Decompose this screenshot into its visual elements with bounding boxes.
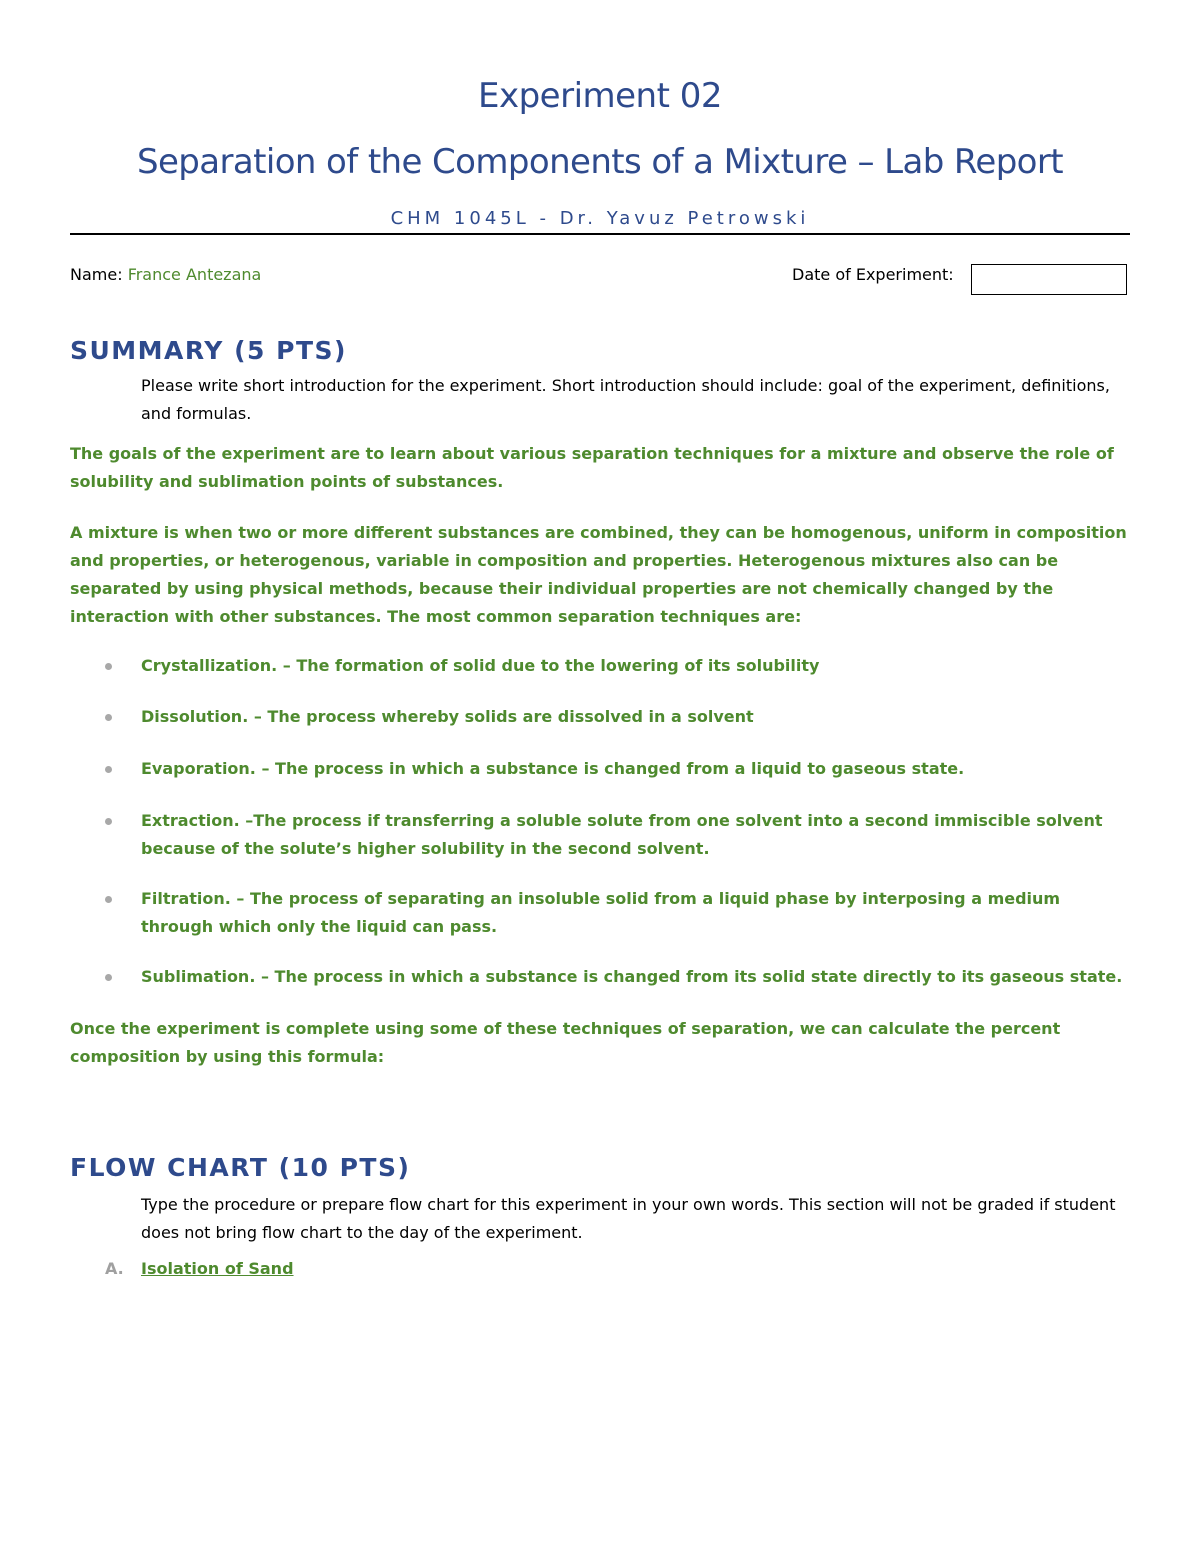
date-of-experiment-input[interactable] bbox=[971, 264, 1127, 295]
bullet-icon bbox=[105, 714, 112, 721]
header-divider bbox=[70, 233, 1130, 235]
list-item: Filtration. – The process of separating an insoluble solid from a liquid phase by interposing a medium through which only the liquid can pass. bbox=[141, 885, 1126, 941]
list-item: Dissolution. – The process whereby solids are dissolved in a solvent bbox=[141, 703, 1126, 731]
bullet-icon bbox=[105, 818, 112, 825]
name-field bbox=[70, 265, 261, 284]
experiment-title: Experiment 02 bbox=[477, 76, 723, 116]
flowchart-instruction: Type the procedure or prepare flow chart for this experiment in your own words. This section will not be graded if student does not bring flow chart to the day of the experiment. bbox=[141, 1195, 1116, 1242]
summary-goals-paragraph: The goals of the experiment are to learn about various separation techniques for a mixture and observe the role of solubility and sublimation points of substances. bbox=[70, 444, 1114, 491]
summary-heading: SUMMARY (5 PTS) bbox=[70, 336, 347, 365]
flowchart-heading: FLOW CHART (10 PTS) bbox=[70, 1153, 411, 1182]
subsection-title: Isolation of Sand bbox=[141, 1259, 294, 1278]
summary-formula-paragraph: Once the experiment is complete using some of these techniques of separation, we can calculate the percent composition by using this formula: bbox=[70, 1019, 1061, 1066]
date-label: Date of Experiment: bbox=[792, 265, 954, 284]
list-item: Crystallization. – The formation of solid due to the lowering of its solubility bbox=[141, 652, 1126, 680]
summary-instruction: Please write short introduction for the experiment. Short introduction should include: goal of the experiment, definitions, and formulas. bbox=[141, 376, 1110, 423]
list-item: Sublimation. – The process in which a substance is changed from its solid state directly to its gaseous state. bbox=[141, 963, 1126, 991]
summary-mixture-paragraph: A mixture is when two or more different substances are combined, they can be homogenous, uniform in composition and properties, or heterogenous, variable in composition and properties. Heterogenous mixtures also can be separated by using physical methods, because their individual properties are not chemically changed by the interaction with other substances. The most common separation techniques are: bbox=[70, 523, 1127, 626]
bullet-icon bbox=[105, 766, 112, 773]
bullet-icon bbox=[105, 663, 112, 670]
report-title: Separation of the Components of a Mixture – Lab Report bbox=[136, 142, 1063, 182]
list-item: Extraction. –The process if transferring a soluble solute from one solvent into a second immiscible solvent because of the solute’s higher solubility in the second solvent. bbox=[141, 807, 1126, 863]
bullet-icon bbox=[105, 896, 112, 903]
name-label: Name: bbox=[70, 265, 128, 284]
course-subtitle: CHM 1045L - Dr. Yavuz Petrowski bbox=[390, 208, 810, 229]
list-item: Evaporation. – The process in which a substance is changed from a liquid to gaseous state. bbox=[141, 755, 1126, 783]
bullet-icon bbox=[105, 974, 112, 981]
name-value[interactable]: France Antezana bbox=[127, 265, 262, 284]
subsection-letter: A. bbox=[105, 1259, 124, 1278]
